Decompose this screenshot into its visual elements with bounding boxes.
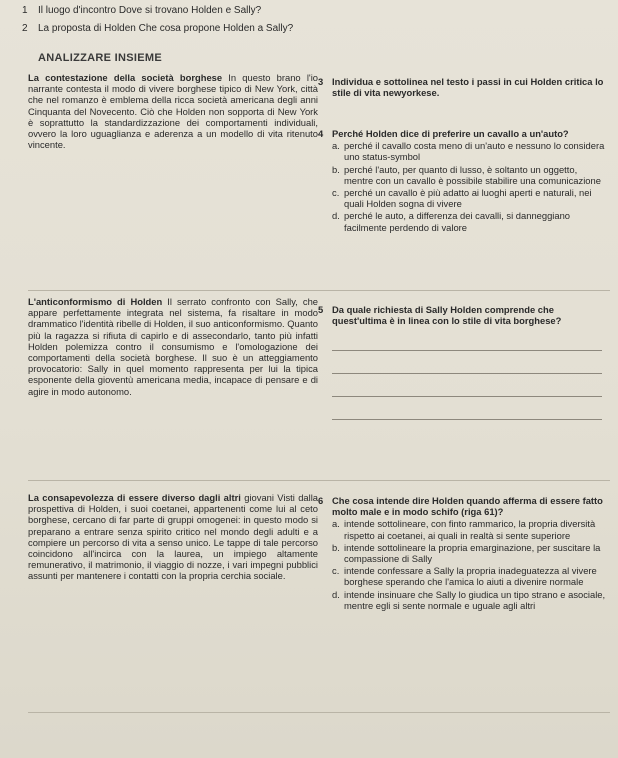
answer-option[interactable] <box>332 164 608 186</box>
option-text: perché l'auto, per quanto di lusso, è soltanto un oggetto, mentre con un cavallo è possibile stabilire una comunicazione <box>344 163 601 186</box>
answer-option[interactable] <box>332 565 608 587</box>
question-5 <box>318 304 608 420</box>
question-4 <box>318 128 608 233</box>
analysis-block-2 <box>28 296 318 397</box>
option-text: perché un cavallo è più adatto ai luoghi aperti e naturali, nei quali Holden sogna di vivere <box>344 187 592 210</box>
question-text: Individua e sottolinea nel testo i passi in cui Holden critica lo stile di vita newyorkese. <box>332 76 604 99</box>
section-title: ANALIZZARE INSIEME <box>38 52 162 64</box>
option-letter: d. <box>332 210 340 222</box>
section-divider <box>28 480 610 481</box>
option-letter: a. <box>332 518 340 530</box>
option-letter: c. <box>332 565 340 577</box>
question-text: Perché Holden dice di preferire un cavallo a un'auto? <box>332 128 569 139</box>
intro-question-1 <box>22 2 602 20</box>
section-divider <box>28 712 610 713</box>
question-number: 3 <box>318 76 324 87</box>
block-title: L'anticonformismo di Holden <box>28 296 163 307</box>
question-number: 4 <box>318 128 324 139</box>
answer-line[interactable] <box>332 419 602 420</box>
option-letter: a. <box>332 140 340 152</box>
answer-option[interactable] <box>332 518 608 540</box>
answer-line[interactable] <box>332 373 602 374</box>
option-letter: c. <box>332 187 340 199</box>
option-text: intende insinuare che Sally lo giudica un tipo strano e asociale, mentre egli si sente normale e uguale agli altri <box>344 588 606 611</box>
answer-line[interactable] <box>332 350 602 351</box>
section-divider <box>28 290 610 291</box>
analysis-block-1 <box>28 72 318 150</box>
block-body: giovani Visti dalla prospettiva di Holden, i suoi coetanei, appartenenti come lui al ceto borghese, cercano di far parte di gruppi omogenei: in questo modo si preparano a entrare senza spirito critico nel mondo degli adulti e a compiere un percorso di vita a senso unico. Le tappe di tale percorso coincidono all'incirca con la laurea, un impiego altamente remunerativo, il matrimonio, il viaggio di nozze, i vari impegni pubblici assunti per mantenere i contatti con la propria cerchia sociale. <box>28 492 319 582</box>
block-title: La consapevolezza di essere diverso dagli altri <box>28 492 241 503</box>
block-title: La contestazione della società borghese <box>28 72 223 83</box>
intro-question-2 <box>22 20 602 38</box>
answer-option[interactable] <box>332 542 608 564</box>
question-number: 6 <box>318 495 324 506</box>
option-letter: b. <box>332 163 340 175</box>
question-3 <box>318 76 608 98</box>
question-6 <box>318 495 608 611</box>
question-number: 5 <box>318 304 324 315</box>
option-letter: d. <box>332 588 340 600</box>
analysis-block-3 <box>28 492 318 582</box>
answer-option[interactable] <box>332 589 608 611</box>
option-text: intende sottolineare, con finto rammarico, la propria diversità rispetto ai coetanei, ai quali in realtà si sente superiore <box>344 518 596 541</box>
answer-option[interactable] <box>332 140 608 162</box>
intro-questions <box>22 2 602 38</box>
intro-question-number: 2 <box>22 23 28 34</box>
option-text: intende sottolineare la propria emarginazione, per suscitare la compassione di Sally <box>344 541 601 565</box>
option-letter: b. <box>332 541 340 553</box>
block-body: Il serrato confronto con Sally, che appare perfettamente integrata nel sistema, fa risaltare in modo drammatico l'identità ribelle di Holden, il suo anticonformismo. Quanto più la ragazza si rifiuta di capirlo e di assecondarlo, tanto più infatti Holden polemizza contro il consumismo e l'omologazione dei comportamenti della società borghese. Il suo è un atteggiamento provocatorio: Sally in quel momento rappresenta per lui la tipica esponente della gioventù americana media, incapace di pensare e di agire in modo autonomo. <box>28 296 318 397</box>
question-text: Da quale richiesta di Sally Holden comprende che quest'ultima è in linea con lo stile di vita borghese? <box>332 304 562 327</box>
answer-line[interactable] <box>332 396 602 397</box>
option-text: perché il cavallo costa meno di un'auto e nessuno lo considera uno status-symbol <box>344 140 605 163</box>
intro-question-text: La proposta di Holden Che cosa propone Holden a Sally? <box>38 23 294 34</box>
intro-question-number: 1 <box>22 5 28 16</box>
option-text: intende confessare a Sally la propria inadeguatezza al vivere borghese sperando che l'amica lo aiuti a divenire normale <box>344 565 597 588</box>
question-text: Che cosa intende dire Holden quando afferma di essere fatto molto male e in modo schifo (riga 61)? <box>332 495 603 518</box>
answer-option[interactable] <box>332 187 608 209</box>
option-text: perché le auto, a differenza dei cavalli, si danneggiano facilmente perdendo di valore <box>344 210 571 233</box>
block-body: In questo brano l'io narrante contesta il modo di vivere borghese tipico di New York, città che nel romanzo è emblema della ricca società americana degli anni Cinquanta del Novecento. Ciò che Holden non sopporta di New York è soprattutto la standardizzazione dei comportamenti individuali, ovvero la loro uguaglianza e aderenza a un modello di vita ritenuto vincente. <box>28 72 318 151</box>
answer-option[interactable] <box>332 210 608 232</box>
intro-question-text: Il luogo d'incontro Dove si trovano Holden e Sally? <box>38 5 262 16</box>
